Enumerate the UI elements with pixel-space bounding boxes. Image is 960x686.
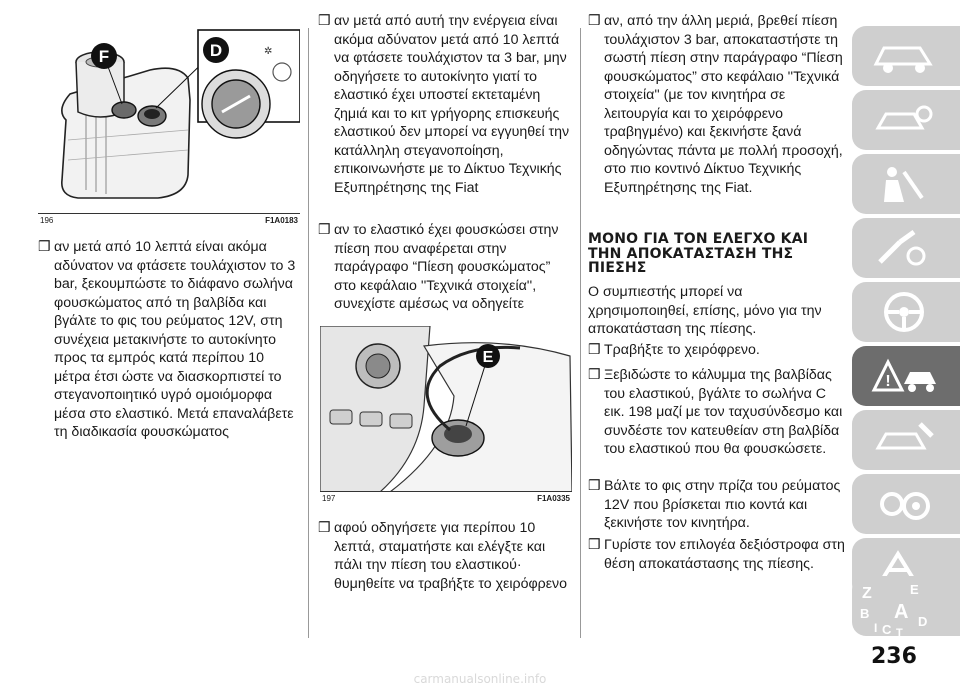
bullet-item (588, 12, 846, 197)
figure-code: F1A0183 (265, 216, 298, 225)
tab-dashboard[interactable] (852, 26, 960, 86)
car-dashboard-icon (870, 34, 940, 78)
intro-paragraph: Ο συμπιεστής μπορεί να χρησιμοποιηθεί, επίσης, μόνο για την αποκατάσταση της πίεσης. (588, 284, 822, 337)
tools-icon (870, 226, 940, 270)
callout-d: D (209, 41, 223, 60)
tab-technical-data[interactable] (852, 474, 960, 534)
index-letter: D (918, 614, 928, 629)
index-letter: I (874, 621, 878, 635)
bullet-item (588, 536, 846, 573)
bullet-icon: ❒ (318, 13, 331, 29)
bullet-item (318, 12, 572, 197)
tab-letters[interactable] (852, 576, 960, 639)
bullet-text: αφού οδηγήσετε για περίπου 10 λεπτά, σταματήστε και ελέγξτε και πάλι την πίεση του ελαστικού· θυμηθείτε να τραβήξτε το χειρόφρενο (334, 520, 568, 592)
bullet-text: Τραβήξτε το χειρόφρενο. (604, 342, 760, 358)
tab-emergency[interactable] (852, 346, 960, 406)
svg-text:!: ! (885, 373, 891, 390)
tab-maintenance[interactable] (852, 410, 960, 470)
bullet-icon: ❒ (38, 239, 51, 255)
dashboard-socket-image (320, 326, 572, 492)
tab-driving[interactable] (852, 282, 960, 342)
figure-code: F1A0335 (537, 494, 570, 503)
column-divider (308, 28, 309, 638)
letters-index-icon (856, 580, 946, 640)
figure-number: 197 (322, 494, 336, 503)
airbag-seat-icon (870, 162, 940, 206)
compressor-image (38, 0, 300, 214)
page-number: 236 (871, 644, 917, 669)
tab-safety[interactable] (852, 154, 960, 214)
figure-number: 196 (40, 216, 54, 225)
bullet-item (318, 519, 572, 593)
service-car-icon (870, 418, 940, 462)
bullet-icon: ❒ (588, 13, 601, 29)
bullet-icon: ❒ (588, 537, 601, 553)
bullet-item (588, 366, 846, 459)
figure-197 (320, 326, 572, 506)
bullet-icon: ❒ (318, 222, 331, 238)
technical-data-icon (870, 482, 940, 526)
bullet-item (38, 238, 300, 442)
car-key-icon (870, 98, 940, 142)
svg-text:✲: ✲ (264, 46, 273, 57)
bullet-icon: ❒ (588, 367, 601, 383)
bullet-text: αν μετά από 10 λεπτά είναι ακόμα αδύνατον να φτάσετε τουλάχιστον το 3 bar, ξεκουμπώστε το διάφανο σωλήνα φουσκώματος από τη βαλβίδα και βγάλτε το φις του ρεύματος 12V, στη συνέχεια μετακινήστε το αυτοκίνητο προς τα εμπρός κατά περίπου 10 μέτρα έτσι ώστε να διασκορπιστεί το στεγανοποιητικό υγρό ομοιόμορφα μέσα στο ελαστικό. Μετά επαναλάβετε τη διαδικασία φουσκώματος (54, 239, 296, 440)
index-letter: A (894, 601, 909, 623)
bullet-text: αν το ελαστικό έχει φουσκώσει στην πίεση που αναφέρεται στην παράγραφο “Πίεση φουσκώματος” στο κεφάλαιο ''Τεχνικά στοιχεία'', συνεχίστε αμέσως να οδηγείτε (334, 222, 559, 312)
index-letter: E (910, 582, 919, 597)
bullet-icon: ❒ (588, 342, 601, 358)
section-heading: ΜΟΝΟ ΓΙΑ ΤΟΝ ΕΛΕΓΧΟ ΚΑΙ ΤΗΝ ΑΠΟΚΑΤΑΣΤΑΣΗ ΤΗΣ ΠΙΕΣΗΣ (588, 231, 809, 276)
bullet-text: αν, από την άλλη μεριά, βρεθεί πίεση τουλάχιστον 3 bar, αποκαταστήστε τη σωστή πίεση στην παράγραφο “Πίεση φουσκώματος” στο κεφάλαιο ''Τεχνικά στοιχεία'' (με τον κινητήρα σε λειτουργία και το χειρόφρενο τραβηγμένο) και ξεκινήστε ξανά οδηγώντας πάντα με πολλή προσοχή, στο πιο κοντινό Δίκτυο Τεχνικής Εξυπηρέτησης της Fiat. (604, 13, 843, 196)
bullet-item (318, 221, 572, 314)
tab-tools[interactable] (852, 218, 960, 278)
callout-f: F (98, 47, 110, 66)
index-letter: T (896, 627, 903, 639)
figure-caption (38, 213, 300, 228)
bullet-text: Ξεβιδώστε το κάλυμμα της βαλβίδας του ελαστικού, βγάλτε το σωλήνα C εικ. 198 μαζί με τον ταχυσύνδεσμο και συνδέστε τον κατευθείαν στη βαλβίδα του ελαστικού που θα φουσκώσετε. (604, 367, 843, 457)
figure-196 (38, 0, 300, 228)
figure-caption (320, 491, 572, 506)
steering-wheel-icon (870, 290, 940, 334)
callout-e: E (482, 349, 494, 366)
index-letter: B (860, 606, 870, 621)
roadside-emergency-icon (870, 354, 940, 398)
bullet-item (588, 341, 846, 360)
index-letter: Z (862, 585, 872, 602)
index-letter: C (882, 622, 892, 637)
column-divider (580, 28, 581, 638)
bullet-icon: ❒ (318, 520, 331, 536)
bullet-icon: ❒ (588, 478, 601, 494)
bullet-text: Βάλτε το φις στην πρίζα του ρεύματος 12V που βρίσκεται πιο κοντά και ξεκινήστε τον κινητήρα. (604, 478, 841, 531)
bullet-text: αν μετά από αυτή την ενέργεια είναι ακόμα αδύνατον μετά από 10 λεπτά να φτάσετε τουλάχιστον τα 3 bar, μην οδηγήσετε το αυτοκίνητο γιατί το ελαστικό έχει υποστεί εκτεταμένη ζημιά και το κιτ γρήγορης επισκευής ελαστικού δεν μπορεί να εγγυηθεί την κατάλληλη στεγανοποίηση, επικοινωνήστε με το Δίκτυο Τεχνικής Εξυπηρέτησης της Fiat (334, 13, 570, 196)
watermark: carmanualsonline.info (413, 672, 547, 686)
tab-key[interactable] (852, 90, 960, 150)
bullet-text: Γυρίστε τον επιλογέα δεξιόστροφα στη θέση αποκατάστασης της πίεσης. (604, 537, 845, 572)
bullet-item (588, 477, 846, 533)
